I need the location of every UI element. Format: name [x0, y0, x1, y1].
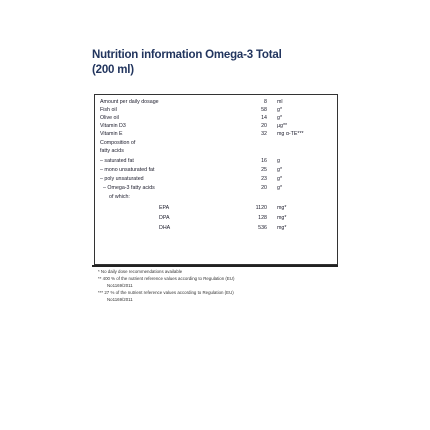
row-unit: g [277, 158, 280, 164]
row-unit: mg* [277, 215, 287, 221]
row-label: Fish oil [100, 107, 117, 113]
row-unit: mg* [277, 205, 287, 211]
row-label: Olive oil [100, 115, 119, 121]
row-epa [95, 203, 337, 213]
row-label: Composition of [100, 140, 136, 146]
row-value: 20 [261, 123, 267, 129]
row-label: – Omega-3 fatty acids [103, 185, 155, 191]
row-label: – poly unsaturated [100, 176, 144, 182]
row-label: Amount per daily dosage [100, 99, 159, 105]
table-bottom-rule [92, 265, 338, 267]
row-fatty-acids [95, 146, 337, 156]
row-value: 1120 [255, 205, 267, 211]
nutrition-table [94, 94, 338, 265]
row-value: 8 [264, 99, 267, 105]
row-unit: mg α-TE*** [277, 131, 304, 137]
row-unit: g* [277, 185, 283, 191]
row-label: EPA [159, 205, 170, 211]
row-value: 128 [258, 215, 267, 221]
row-label: of which: [109, 194, 130, 200]
nutrition-title [92, 48, 342, 78]
footnote-2-cont: No1169/2011 [107, 283, 133, 288]
row-label: DHA [159, 225, 171, 231]
row-value: 14 [261, 115, 267, 121]
row-label: – saturated fat [100, 158, 134, 164]
row-value: 23 [261, 176, 267, 182]
title-line-2: (200 ml) [92, 64, 134, 76]
title-line-1: Nutrition information Omega-3 Total [92, 49, 282, 61]
row-unit: mg* [277, 225, 287, 231]
row-value: 32 [261, 131, 267, 137]
row-value: 58 [261, 107, 267, 113]
row-label: fatty acids [100, 148, 124, 154]
row-unit: g* [277, 107, 283, 113]
footnote-2: ** 400 % of the nutrient reference values according to Regulation (EU) [98, 276, 235, 281]
row-label: – mono unsaturated fat [100, 167, 155, 173]
row-label: Vitamin D3 [100, 123, 126, 129]
footnote-3: *** 27 % of the nutrient reference values according to Regulation (EU) [98, 290, 234, 295]
row-label: DPA [159, 215, 170, 221]
row-label: Vitamin E [100, 131, 123, 137]
row-unit: g* [277, 167, 283, 173]
footnote-1: * No daily dose recommendations available [98, 269, 183, 274]
row-value: 25 [261, 167, 267, 173]
row-value: 20 [261, 185, 267, 191]
row-unit: g* [277, 176, 283, 182]
row-dpa [95, 213, 337, 223]
row-of-which [95, 192, 337, 202]
row-unit: ml [277, 99, 283, 105]
row-value: 536 [258, 225, 267, 231]
footnotes [98, 268, 348, 303]
footnote-3-cont: No1169/2011 [107, 297, 133, 302]
row-unit: g* [277, 115, 283, 121]
row-dha [95, 223, 337, 233]
row-unit: µg** [277, 123, 288, 129]
row-value: 16 [261, 158, 267, 164]
